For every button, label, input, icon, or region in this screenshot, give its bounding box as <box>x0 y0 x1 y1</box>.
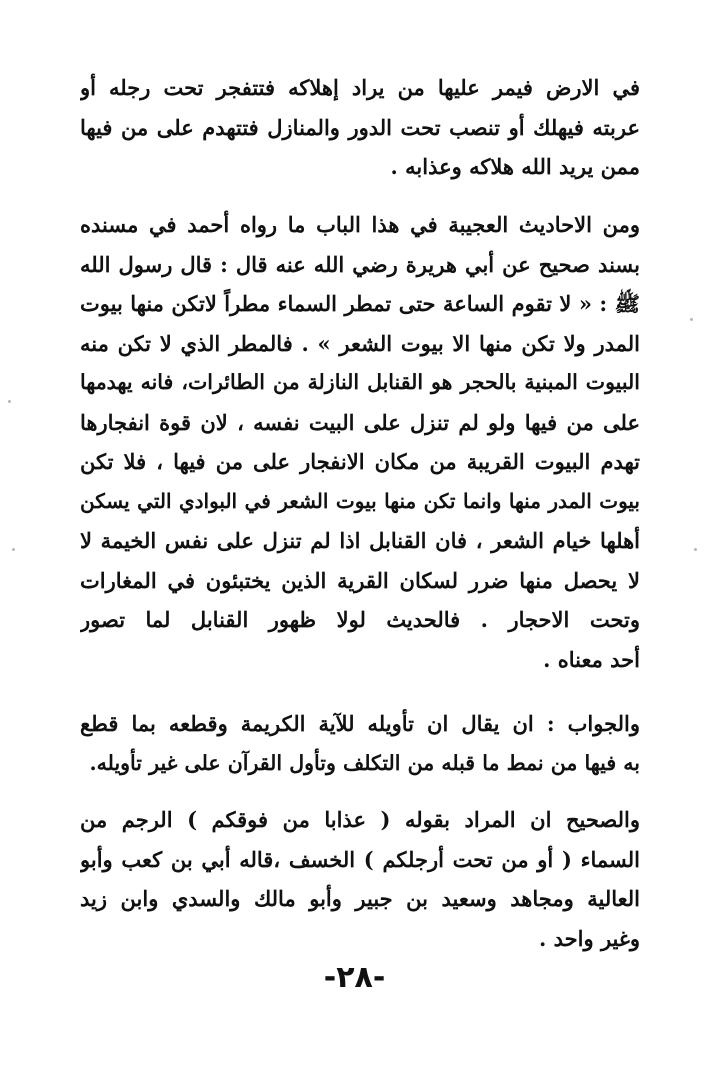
paper-speck <box>690 318 693 321</box>
text-line: به فيها من نمط ما قبله من التكلف وتأول القرآن على غير تأويله. <box>89 750 640 775</box>
text-line: لا يحصل منها ضرر لسكان القرية الذين يختبئون في المغارات <box>80 567 640 593</box>
text-line: عربته فيهلك أو تنصب تحت الدور والمنازل فتتهدم على من فيها <box>80 114 640 140</box>
paper-speck <box>12 548 15 551</box>
text-line: والجواب : ان يقال ان تأويله للآية الكريمة وقطعه بما قطع <box>80 711 640 736</box>
text-line: على من فيها ولو لم تنزل على البيت نفسه ، لان قوة انفجارها <box>80 409 640 435</box>
text-line: وغير واحد . <box>539 925 640 951</box>
paragraph-4 <box>80 800 640 958</box>
text-line: بسند صحيح عن أبي هريرة رضي الله عنه قال : قال رسول الله <box>80 251 640 277</box>
text-line: أهلها خيام الشعر ، فان القنابل اذا لم تنزل على نفس الخيمة لا <box>80 528 640 553</box>
text-line: العالية ومجاهد وسعيد بن جبير وأبو مالك والسدي وابن زيد <box>80 886 640 911</box>
paper-speck <box>8 400 11 403</box>
paragraph-2 <box>80 205 640 679</box>
page-number: -٢٨- <box>323 960 386 995</box>
text-line: والصحيح ان المراد بقوله ( عذابا من فوقكم ) الرجم من <box>80 807 640 832</box>
paragraph-3 <box>80 704 640 783</box>
text-line: وتحت الاحجار . فالحديث لولا ظهور القنابل لما تصور <box>80 607 640 632</box>
text-line: ﷺ : « لا تقوم الساعة حتى تمطر السماء مطراً لاتكن منها بيوت <box>80 291 640 316</box>
text-line: تهدم البيوت القريبة من مكان الانفجار على من فيها ، فلا تكن <box>80 449 640 474</box>
text-line: المدر ولا تكن منها الا بيوت الشعر » . فالمطر الذي لا تكن منه <box>80 330 640 356</box>
text-line: ومن الاحاديث العجيبة في هذا الباب ما رواه أحمد في مسنده <box>80 212 640 237</box>
text-line: البيوت المبنية بالحجر هو القنابل النازلة من الطائرات، فانه يهدمها <box>80 370 640 394</box>
text-line: بيوت المدر منها وانما تكن منها بيوت الشعر في البوادي التي يسكن <box>80 488 640 513</box>
paragraph-1 <box>80 68 640 187</box>
text-line: السماء ( أو من تحت أرجلكم ) الخسف ،قاله أبي بن كعب وأبو <box>80 846 640 872</box>
text-line: ممن يريد الله هلاكه وعذابه . <box>390 154 640 179</box>
text-line: في الارض فيمر عليها من يراد إهلاكه فتتفجر تحت رجله أو <box>80 75 640 100</box>
paper-speck <box>694 548 697 551</box>
text-line: أحد معناه . <box>543 646 640 672</box>
